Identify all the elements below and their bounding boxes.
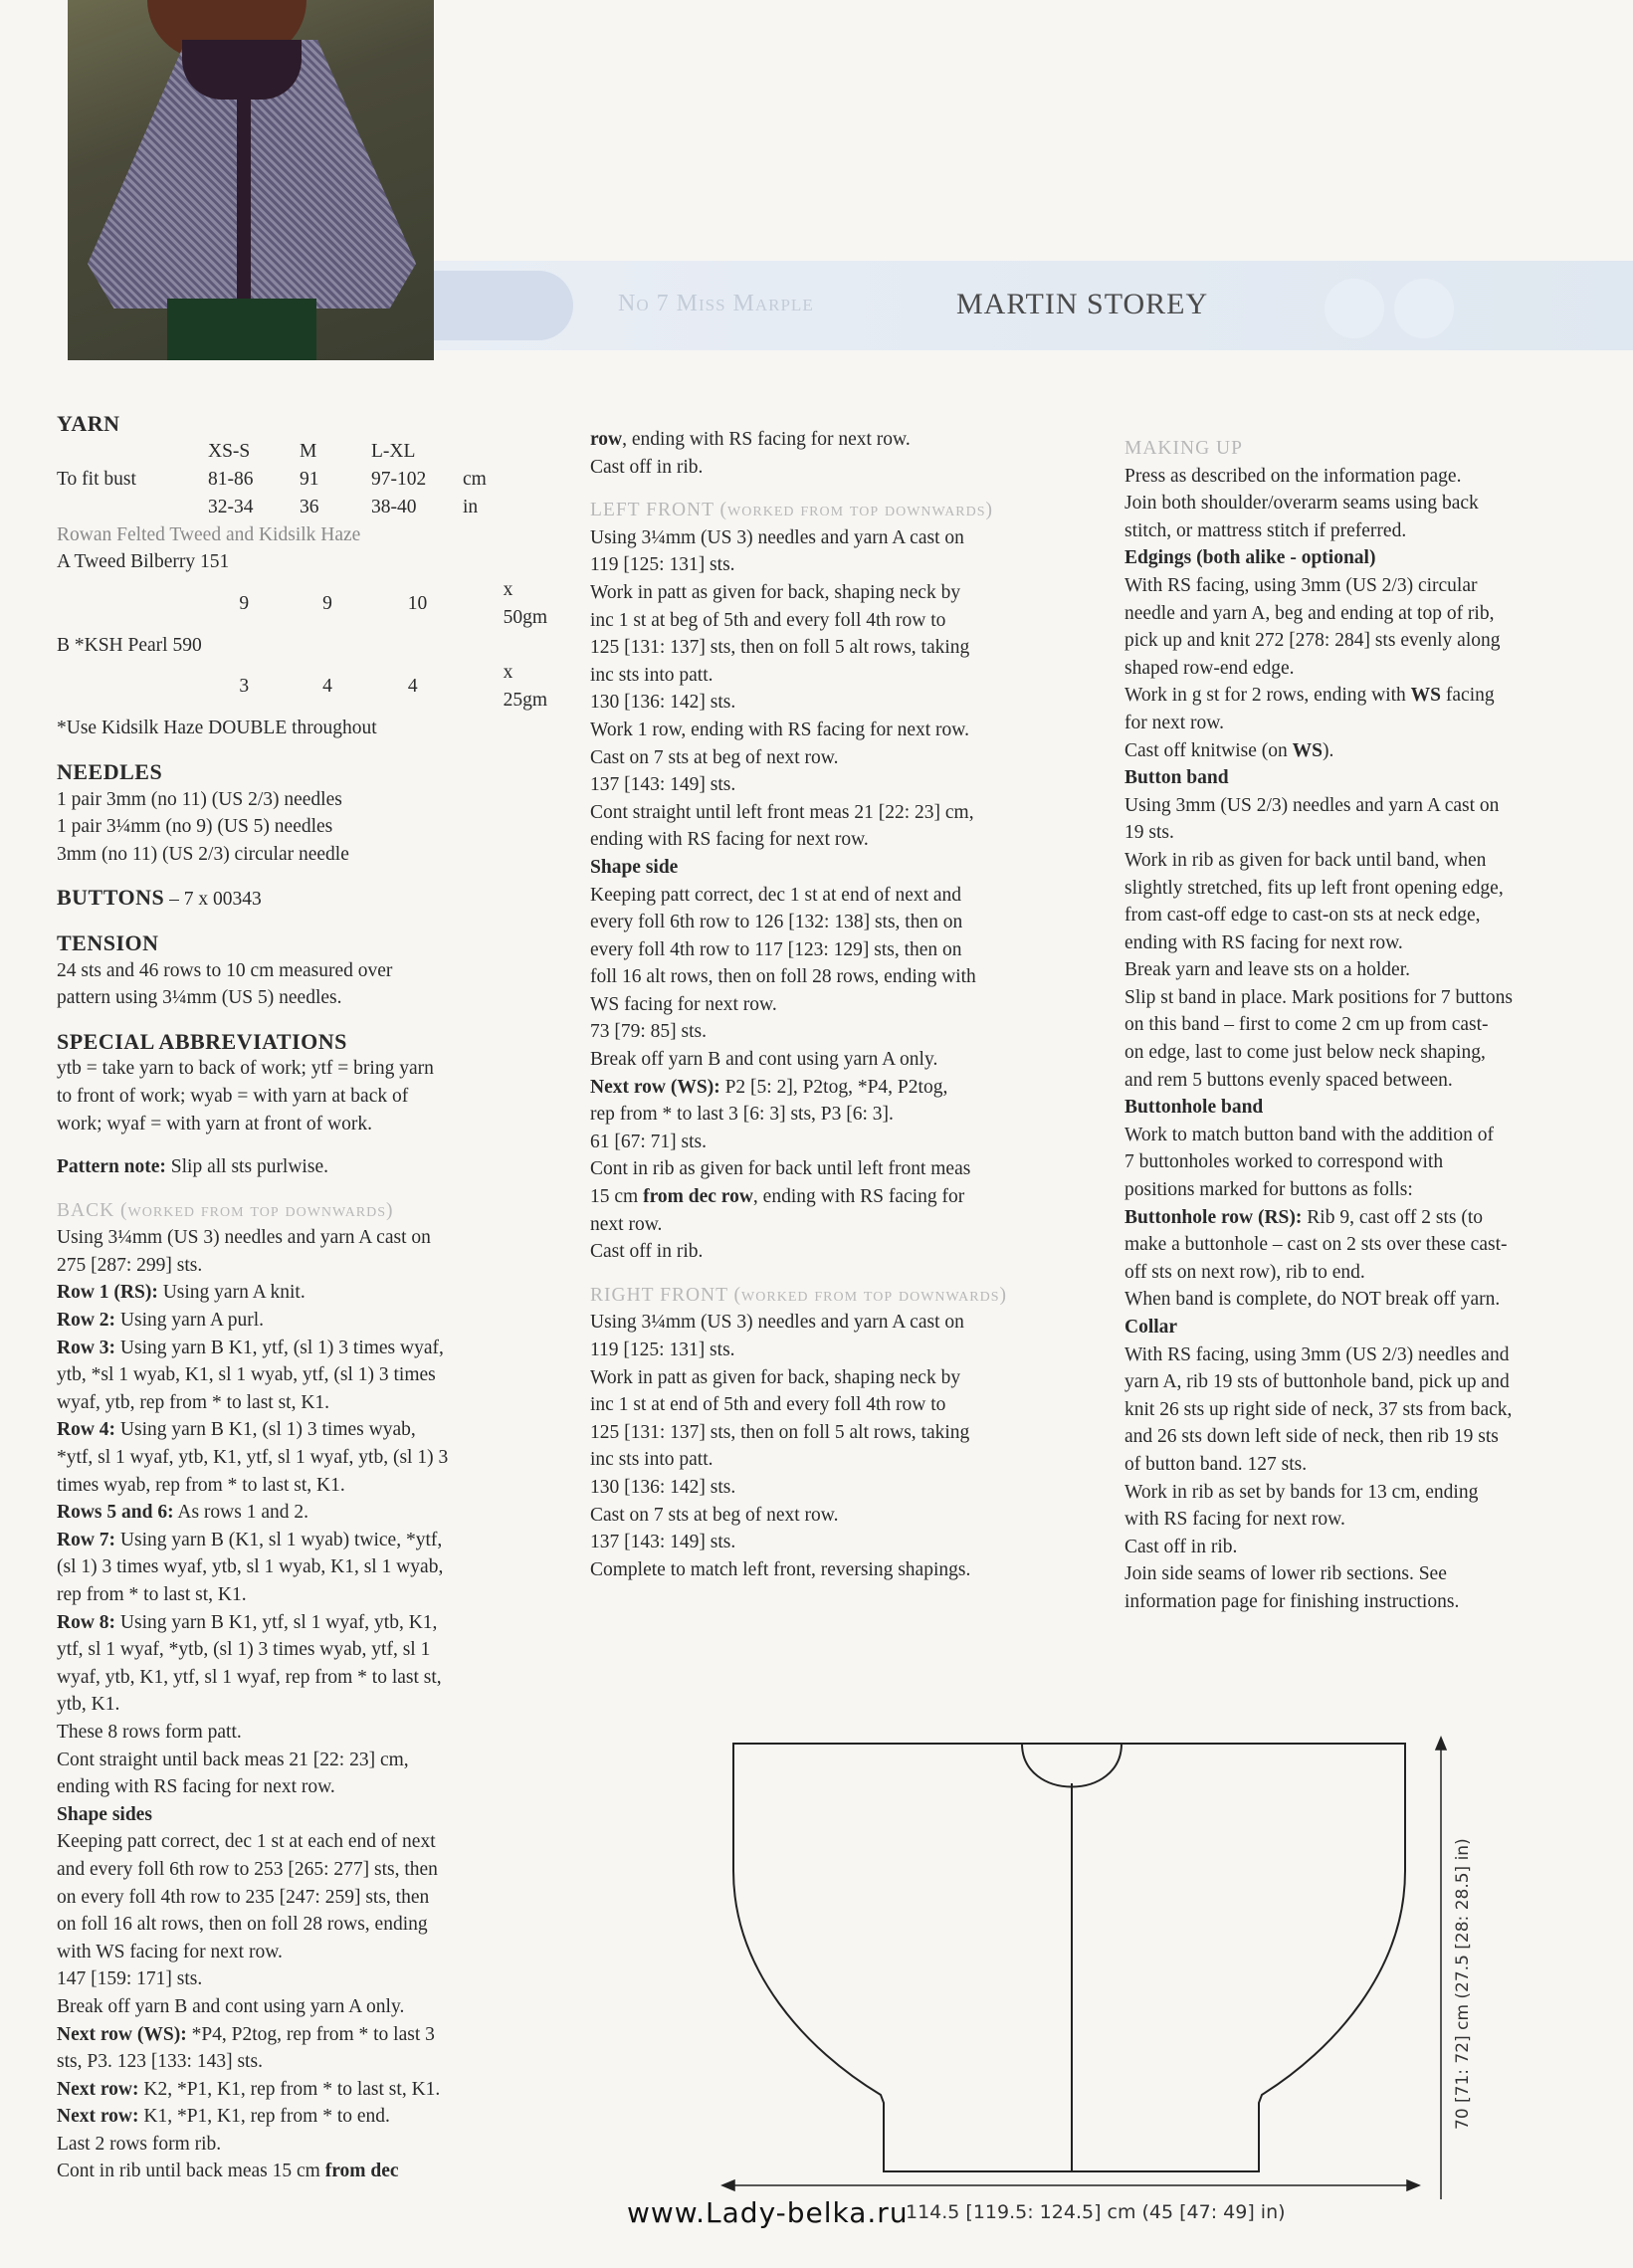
text-line: With RS facing, using 3mm (US 2/3) needles and xyxy=(1124,1343,1510,1365)
yarn-a-qty: 9 9 10 x 50gm xyxy=(239,578,547,628)
text-line: ytb, *sl 1 wyab, K1, sl 1 wyab, ytf, (sl 1) 3 times xyxy=(57,1364,436,1386)
text-line: *ytf, sl 1 wyaf, ytb, K1, ytf, sl 1 wyaf, ytb, (sl 1) 3 xyxy=(57,1447,449,1469)
text-line: foll 16 alt rows, then on foll 28 rows, ending with xyxy=(590,966,976,988)
text-line: rep from * to last st, K1. xyxy=(57,1584,247,1605)
text-line: 137 [143: 149] sts. xyxy=(590,1532,736,1553)
right-front-heading: RIGHT FRONT (worked from top downwards) xyxy=(590,1284,1008,1306)
text-line: 137 [143: 149] sts. xyxy=(590,774,736,796)
text-line: wyaf, ytb, rep from * to last st, K1. xyxy=(57,1391,330,1413)
text-line: and every foll 6th row to 253 [265: 277] sts, then xyxy=(57,1858,438,1880)
text-line: on this band – first to come 2 cm up from cast- xyxy=(1124,1014,1489,1036)
text-line: inc 1 st at end of 5th and every foll 4th row to xyxy=(590,1394,946,1416)
text-line: WS facing for next row. xyxy=(590,993,777,1015)
text-line: Cont straight until left front meas 21 [22: 23] cm, xyxy=(590,801,974,823)
garment-outline xyxy=(733,1744,1405,2171)
text-line: 130 [136: 142] sts. xyxy=(590,692,736,714)
width-label: 114.5 [119.5: 124.5] cm (45 [47: 49] in) xyxy=(906,2201,1286,2223)
text-line: ending with RS facing for next row. xyxy=(590,829,869,851)
text-line: Cast off in rib. xyxy=(590,1241,704,1263)
text-line: on edge, last to come just below neck shaping, xyxy=(1124,1042,1486,1064)
text-line: 125 [131: 137] sts, then on foll 5 alt rows, taking xyxy=(590,637,970,659)
text-line: every foll 4th row to 117 [123: 129] sts, then on xyxy=(590,938,962,960)
right-front-instructions xyxy=(590,1309,1108,1583)
text-line: with WS facing for next row. xyxy=(57,1941,283,1962)
height-dimension xyxy=(1436,1738,1446,2199)
text-line: Work in patt as given for back, shaping neck by xyxy=(590,581,961,603)
text-line: 130 [136: 142] sts. xyxy=(590,1476,736,1498)
text-line: for next row. xyxy=(1124,712,1224,733)
text-line: These 8 rows form patt. xyxy=(57,1721,242,1743)
text-line: Buttonhole row (RS): Rib 9, cast off 2 sts (to xyxy=(1124,1206,1484,1228)
text-line: With RS facing, using 3mm (US 2/3) circular xyxy=(1124,574,1478,596)
text-line: and 26 sts down left side of neck, then rib 19 sts xyxy=(1124,1426,1499,1448)
text-line: 7 buttonholes worked to correspond with xyxy=(1124,1151,1444,1173)
making-up-instructions xyxy=(1124,463,1627,1616)
text-line: Rows 5 and 6: As rows 1 and 2. xyxy=(57,1502,308,1524)
text-line: Next row (WS): *P4, P2tog, rep from * to last 3 xyxy=(57,2023,435,2045)
yarn-b: B *KSH Pearl 590 xyxy=(57,634,202,656)
text-line: 1 pair 3mm (no 11) (US 2/3) needles xyxy=(57,788,342,810)
text-line: Row 7: Using yarn B (K1, sl 1 wyab) twice, *ytf, xyxy=(57,1529,443,1550)
text-line: slightly stretched, fits up left front opening edge, xyxy=(1124,877,1504,899)
text-line: 19 sts. xyxy=(1124,822,1174,844)
text-line: 147 [159: 171] sts. xyxy=(57,1968,203,1990)
text-line: inc 1 st at beg of 5th and every foll 4th row to xyxy=(590,609,946,631)
text-line: with RS facing for next row. xyxy=(1124,1509,1345,1531)
text-line: rep from * to last 3 [6: 3] sts, P3 [6: 3]. xyxy=(590,1104,894,1126)
text-line: 125 [131: 137] sts, then on foll 5 alt rows, taking xyxy=(590,1421,970,1443)
watermark: www.Lady-belka.ru xyxy=(627,2196,909,2229)
text-line: Complete to match left front, reversing shapings. xyxy=(590,1558,971,1580)
text-line: Next row (WS): P2 [5: 2], P2tog, *P4, P2tog, xyxy=(590,1076,948,1098)
text-line: 119 [125: 131] sts. xyxy=(590,554,735,576)
text-line: pattern using 3¼mm (US 5) needles. xyxy=(57,987,342,1009)
schematic-diagram xyxy=(697,1722,1473,2199)
text-line: Row 8: Using yarn B K1, ytf, sl 1 wyaf, ytb, K1, xyxy=(57,1611,438,1633)
designer-name: MARTIN STOREY xyxy=(956,288,1209,320)
text-line: Row 4: Using yarn B K1, (sl 1) 3 times wyab, xyxy=(57,1419,416,1441)
back-instructions xyxy=(57,1224,559,2185)
text-line: Cont straight until back meas 21 [22: 23] cm, xyxy=(57,1749,409,1770)
text-line: Cont in rib as given for back until left front meas xyxy=(590,1158,971,1180)
text-line: Work in rib as given for back until band, when xyxy=(1124,849,1487,871)
text-line: Using 3¼mm (US 3) needles and yarn A cast on xyxy=(57,1227,431,1249)
text-line: 3mm (no 11) (US 2/3) circular needle xyxy=(57,843,349,865)
text-line: Edgings (both alike - optional) xyxy=(1124,547,1376,569)
text-line: times wyab, rep from * to last st, K1. xyxy=(57,1474,345,1496)
text-line: Slip st band in place. Mark positions for 7 buttons xyxy=(1124,986,1513,1008)
text-line: 73 [79: 85] sts. xyxy=(590,1021,707,1043)
text-line: Cast off in rib. xyxy=(1124,1536,1238,1557)
text-line: Collar xyxy=(1124,1317,1178,1338)
text-line: Work in patt as given for back, shaping neck by xyxy=(590,1366,961,1388)
text-line: Keeping patt correct, dec 1 st at end of next and xyxy=(590,884,962,906)
text-line: work; wyaf = with yarn at front of work. xyxy=(57,1113,372,1134)
text-line: information page for finishing instructions. xyxy=(1124,1590,1460,1612)
width-dimension xyxy=(722,2180,1419,2190)
text-line: Cast on 7 sts at beg of next row. xyxy=(590,746,839,768)
text-line: Keeping patt correct, dec 1 st at each end of next xyxy=(57,1831,436,1853)
text-line: 61 [67: 71] sts. xyxy=(590,1131,707,1152)
text-line: 24 sts and 46 rows to 10 cm measured over xyxy=(57,959,393,981)
text-line: ending with RS facing for next row. xyxy=(1124,931,1403,953)
text-line: Work to match button band with the addition of xyxy=(1124,1124,1495,1145)
sizes-table: XS-S M L-XL To fit bust 81-86 91 97-102 cm 32-34 36 38-40 in xyxy=(57,440,487,517)
text-line: Cast off in rib. xyxy=(590,456,704,478)
text-line: off sts on next row), rib to end. xyxy=(1124,1261,1365,1283)
making-up-heading: MAKING UP xyxy=(1124,438,1243,459)
left-front-instructions xyxy=(590,524,1108,1266)
text-line: Press as described on the information page. xyxy=(1124,465,1462,487)
text-line: next row. xyxy=(590,1213,663,1235)
needles-heading: NEEDLES xyxy=(57,758,163,784)
text-line: ending with RS facing for next row. xyxy=(57,1776,335,1798)
text-line: Button band xyxy=(1124,767,1229,789)
text-line: wyaf, ytb, K1, ytf, sl 1 wyaf, rep from * to last st, xyxy=(57,1666,442,1688)
text-line: Using 3mm (US 2/3) needles and yarn A cast on xyxy=(1124,794,1500,816)
text-line: When band is complete, do NOT break off yarn. xyxy=(1124,1289,1501,1311)
text-line: on every foll 4th row to 235 [247: 259] sts, then xyxy=(57,1886,430,1908)
yarn-b-qty: 3 4 4 x 25gm xyxy=(239,662,547,712)
garment-photo xyxy=(68,0,434,360)
text-line: Next row: K2, *P1, K1, rep from * to last st, K1. xyxy=(57,2078,441,2100)
abbreviations-heading: SPECIAL ABBREVIATIONS xyxy=(57,1028,347,1054)
text-line: Work in rib as set by bands for 13 cm, ending xyxy=(1124,1481,1479,1503)
tension-heading: TENSION xyxy=(57,929,159,955)
needles-list xyxy=(57,786,559,869)
text-line: Buttonhole band xyxy=(1124,1097,1264,1119)
text-line: Break off yarn B and cont using yarn A only. xyxy=(57,1995,405,2017)
text-line: positions marked for buttons as folls: xyxy=(1124,1179,1413,1201)
text-line: 1 pair 3¼mm (no 9) (US 5) needles xyxy=(57,816,333,838)
height-label: 70 [71: 72] cm (27.5 [28: 28.5] in) xyxy=(1453,1838,1473,2130)
text-line: Using 3¼mm (US 3) needles and yarn A cast on xyxy=(590,526,964,548)
text-line: Row 3: Using yarn B K1, ytf, (sl 1) 3 times wyaf, xyxy=(57,1337,444,1358)
text-line: (sl 1) 3 times wyaf, ytb, sl 1 wyab, K1, sl 1 wyab, xyxy=(57,1556,444,1578)
text-line: on foll 16 alt rows, then on foll 28 rows, ending xyxy=(57,1914,428,1936)
text-line: Cast off knitwise (on WS). xyxy=(1124,739,1334,761)
text-line: needle and yarn A, beg and ending at top of rib, xyxy=(1124,602,1495,624)
column-3 xyxy=(1124,435,1627,1616)
text-line: Break off yarn B and cont using yarn A only. xyxy=(590,1049,938,1071)
yarn-a: A Tweed Bilberry 151 xyxy=(57,551,230,573)
text-line: Cont in rib until back meas 15 cm from dec xyxy=(57,2161,399,2182)
buttons-line: BUTTONS – 7 x 00343 xyxy=(57,885,262,911)
text-line: Shape sides xyxy=(57,1803,152,1825)
text-line: Last 2 rows form rib. xyxy=(57,2133,222,2155)
text-line: to front of work; wyab = with yarn at back of xyxy=(57,1085,409,1107)
yarn-heading: YARN xyxy=(57,411,120,436)
text-line: row, ending with RS facing for next row. xyxy=(590,429,911,450)
text-line: every foll 6th row to 126 [132: 138] sts, then on xyxy=(590,912,963,933)
text-line: ytf, sl 1 wyaf, *ytb, (sl 1) 3 times wyab, ytf, sl 1 xyxy=(57,1639,431,1661)
text-line: yarn A, rib 19 sts of buttonhole band, pick up and xyxy=(1124,1371,1510,1393)
text-line: Shape side xyxy=(590,856,679,878)
neck-curve xyxy=(1022,1744,1122,1787)
text-line: shaped row-end edge. xyxy=(1124,657,1295,679)
column-2 xyxy=(590,426,1108,1583)
back-heading: BACK (worked from top downwards) xyxy=(57,1199,394,1221)
text-line: Work 1 row, ending with RS facing for next row. xyxy=(590,719,969,740)
text-line: inc sts into patt. xyxy=(590,664,714,686)
pattern-note: Pattern note: Slip all sts purlwise. xyxy=(57,1156,328,1178)
text-line: Work in g st for 2 rows, ending with WS facing xyxy=(1124,685,1495,707)
text-line: make a buttonhole – cast on 2 sts over these cast- xyxy=(1124,1234,1508,1256)
column-1 xyxy=(57,410,559,2185)
text-line: Row 1 (RS): Using yarn A knit. xyxy=(57,1282,306,1304)
text-line: Using 3¼mm (US 3) needles and yarn A cast on xyxy=(590,1312,964,1334)
text-line: 275 [287: 299] sts. xyxy=(57,1254,203,1276)
text-line: of button band. 127 sts. xyxy=(1124,1453,1308,1475)
yarn-note: *Use Kidsilk Haze DOUBLE throughout xyxy=(57,718,377,739)
tension-text xyxy=(57,957,559,1012)
text-line: Cast on 7 sts at beg of next row. xyxy=(590,1504,839,1526)
text-line: ytb, K1. xyxy=(57,1694,120,1716)
text-line: Join side seams of lower rib sections. See xyxy=(1124,1563,1447,1585)
text-line: knit 26 sts up right side of neck, 37 sts from back, xyxy=(1124,1398,1513,1420)
text-line: Join both shoulder/overarm seams using back xyxy=(1124,493,1479,515)
text-line: from cast-off edge to cast-on sts at neck edge, xyxy=(1124,905,1481,927)
yarn-brand-line: Rowan Felted Tweed and Kidsilk Haze xyxy=(57,523,361,545)
back-continued xyxy=(590,426,1108,481)
text-line: stitch, or mattress stitch if preferred. xyxy=(1124,519,1407,541)
title-banner xyxy=(434,261,1633,350)
text-line: Break yarn and leave sts on a holder. xyxy=(1124,959,1410,981)
text-line: pick up and knit 272 [278: 284] sts evenly along xyxy=(1124,630,1501,652)
pattern-title: No 7 Miss Marple xyxy=(618,291,814,316)
text-line: and rem 5 buttons evenly spaced between. xyxy=(1124,1069,1453,1091)
text-line: Next row: K1, *P1, K1, rep from * to end. xyxy=(57,2106,390,2128)
text-line: 15 cm from dec row, ending with RS facing for xyxy=(590,1186,965,1208)
left-front-heading: LEFT FRONT (worked from top downwards) xyxy=(590,500,994,521)
text-line: sts, P3. 123 [133: 143] sts. xyxy=(57,2051,263,2073)
abbreviations-text xyxy=(57,1055,559,1137)
text-line: 119 [125: 131] sts. xyxy=(590,1340,735,1360)
text-line: inc sts into patt. xyxy=(590,1449,714,1471)
text-line: ytb = take yarn to back of work; ytf = bring yarn xyxy=(57,1058,434,1080)
text-line: Row 2: Using yarn A purl. xyxy=(57,1310,265,1332)
